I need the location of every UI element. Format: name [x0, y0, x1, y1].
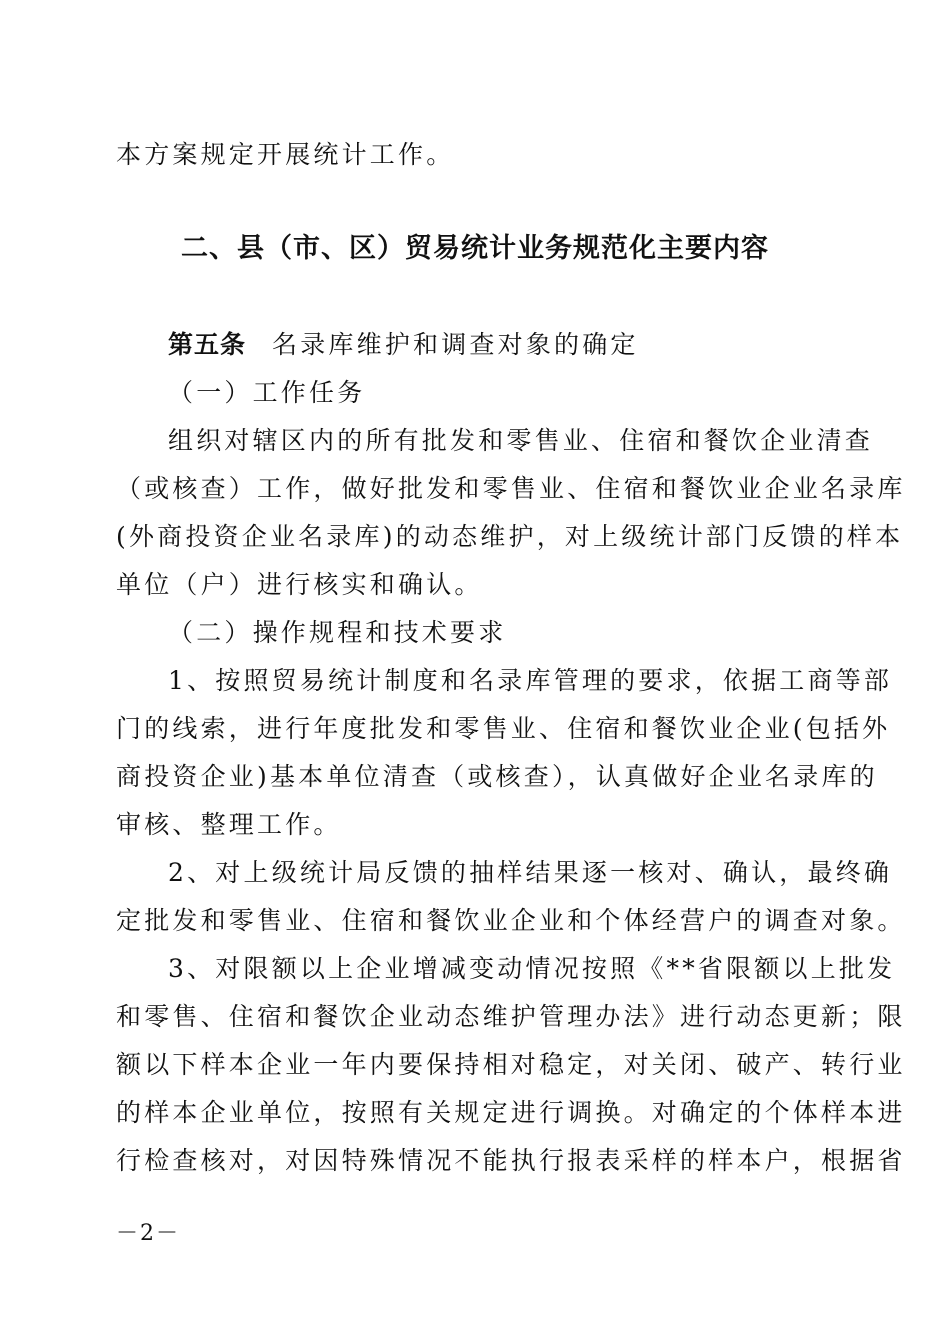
item-2-line: 定批发和零售业、住宿和餐饮业企业和个体经营户的调查对象。: [116, 906, 906, 935]
item-3-line: 3、对限额以上企业增减变动情况按照《**省限额以上批发: [168, 954, 896, 983]
subsection-1-heading: （一）工作任务: [168, 378, 366, 407]
item-1-line: 审核、整理工作。: [116, 810, 342, 839]
item-1-line: 门的线索，进行年度批发和零售业、住宿和餐饮业企业(包括外: [116, 714, 891, 743]
paragraph-line: (外商投资企业名录库)的动态维护，对上级统计部门反馈的样本: [116, 522, 904, 551]
item-2-line: 2、对上级统计局反馈的抽样结果逐一核对、确认，最终确: [168, 858, 893, 887]
paragraph-line: 单位（户）进行核实和确认。: [116, 570, 483, 599]
article-label: 第五条: [168, 330, 247, 359]
item-3-line: 额以下样本企业一年内要保持相对稳定，对关闭、破产、转行业: [116, 1050, 906, 1079]
article-title: 名录库维护和调查对象的确定: [272, 330, 639, 359]
item-3-line: 的样本企业单位，按照有关规定进行调换。对确定的个体样本进: [116, 1098, 906, 1127]
intro-line: 本方案规定开展统计工作。: [116, 140, 455, 169]
article-heading: [168, 330, 832, 360]
subsection-2-heading: （二）操作规程和技术要求: [168, 618, 507, 647]
page-number: －2－: [116, 1221, 180, 1246]
paragraph-line: 组织对辖区内的所有批发和零售业、住宿和餐饮企业清查: [168, 426, 874, 455]
item-1-line: 1、按照贸易统计制度和名录库管理的要求，依据工商等部: [168, 666, 893, 695]
item-3-line: 行检查核对，对因特殊情况不能执行报表采样的样本户，根据省: [116, 1146, 906, 1175]
item-1-line: 商投资企业)基本单位清查（或核查），认真做好企业名录库的: [116, 762, 878, 791]
paragraph-line: （或核查）工作，做好批发和零售业、住宿和餐饮业企业名录库: [116, 474, 906, 503]
section-heading: 二、县（市、区）贸易统计业务规范化主要内容: [181, 233, 769, 264]
item-3-line: 和零售、住宿和餐饮企业动态维护管理办法》进行动态更新；限: [116, 1002, 906, 1031]
